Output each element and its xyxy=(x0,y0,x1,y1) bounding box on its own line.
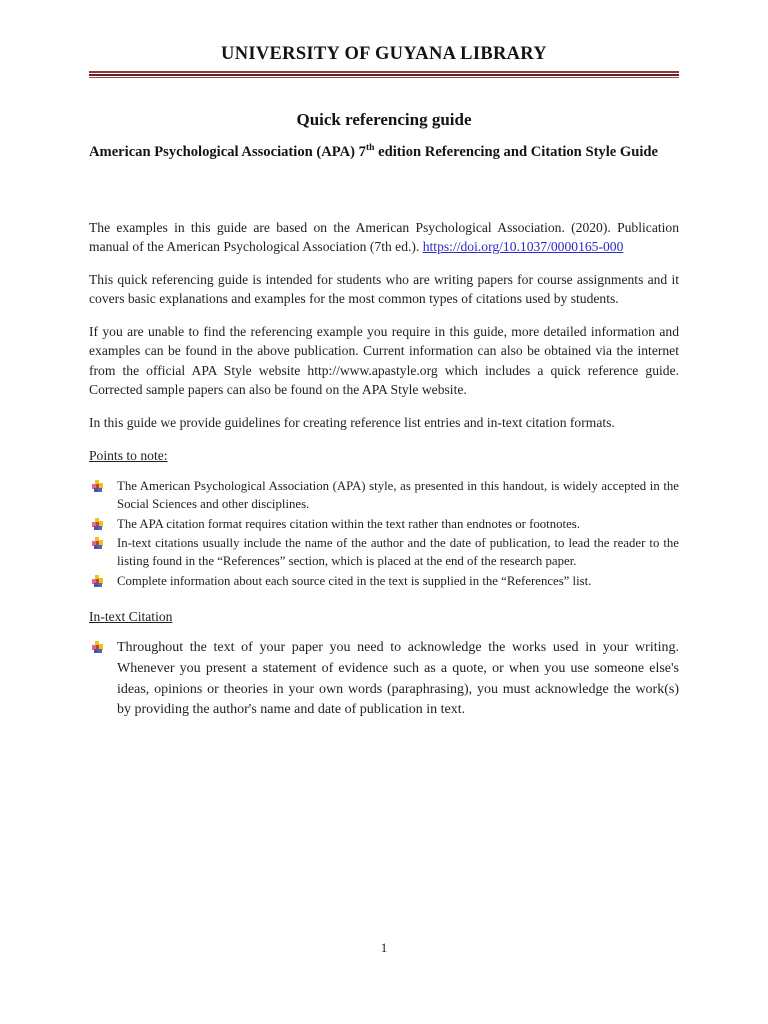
paragraph-guide-scope: In this guide we provide guidelines for creating reference list entries and in-text citation formats. xyxy=(89,415,615,431)
document-header xyxy=(89,44,679,78)
subtitle-text-after: edition Referencing and Citation Style Guide xyxy=(374,144,659,160)
paragraph-source-citation-text: The examples in this guide are based on the American Psychological Association. (2020). Publication manual of the American Psychological Association (7th ed.). xyxy=(89,220,679,255)
list-item-text: The American Psychological Association (APA) style, as presented in this handout, is widely accepted in the Social Sciences and other disciplines. xyxy=(117,478,679,512)
list-item xyxy=(89,515,679,533)
list-item xyxy=(89,534,679,571)
bullet-icon xyxy=(92,575,103,587)
header-rule-line-bottom xyxy=(89,77,679,78)
document-subtitle xyxy=(89,142,681,163)
page-number: 1 xyxy=(380,940,388,955)
subtitle-text-before: American Psychological Association (APA) 7 xyxy=(89,144,366,160)
in-text-citation-heading-row xyxy=(89,608,679,626)
points-to-note-heading: Points to note: xyxy=(89,447,168,463)
header-divider-rule xyxy=(89,71,679,78)
list-item xyxy=(89,572,679,590)
list-item-text: Throughout the text of your paper you need to acknowledge the works used in your writing. Whenever you present a statement of evidence such as a quote, or when you use someone else's ideas, opinions or theories in your own words (paraphrasing), you must acknowledge the work(s) by providing the author's name and date of publication in text. xyxy=(117,640,679,718)
list-item-text: The APA citation format requires citation within the text rather than endnotes or footnotes. xyxy=(117,516,580,531)
document-title: Quick referencing guide xyxy=(296,110,472,129)
paragraph-more-information: If you are unable to find the referencing example you require in this guide, more detailed information and examples can be found in the above publication. Current information can also be obtained via the internet from the official APA Style website http://www.apastyle.org which includes a quick reference guide. Corrected sample papers can also be found on the APA Style website. xyxy=(89,324,679,398)
list-item xyxy=(89,477,679,514)
paragraph-source-citation xyxy=(89,218,679,257)
bullet-icon xyxy=(92,537,103,549)
bullet-icon xyxy=(92,480,103,492)
header-rule-line-top xyxy=(89,71,679,72)
paragraph-guide-purpose: This quick referencing guide is intended for students who are writing papers for course assignments and it covers basic explanations and examples for the most common types of citations used by students. xyxy=(89,271,679,306)
list-item-text: In-text citations usually include the name of the author and the date of publication, to lead the reader to the listing found in the “References” section, which is placed at the end of the research paper. xyxy=(117,535,679,569)
doi-link[interactable]: https://doi.org/10.1037/0000165-000 xyxy=(422,239,624,255)
list-item xyxy=(89,638,679,721)
list-item-text: Complete information about each source cited in the text is supplied in the “References” list. xyxy=(117,573,592,588)
header-rule-line-middle xyxy=(89,74,679,76)
points-to-note-list xyxy=(89,477,679,591)
in-text-citation-list xyxy=(89,638,679,721)
subtitle-superscript: th xyxy=(365,142,375,154)
document-body xyxy=(89,218,679,722)
points-to-note-heading-row xyxy=(89,447,679,465)
in-text-citation-heading: In-text Citation xyxy=(89,609,173,625)
bullet-icon xyxy=(92,518,103,530)
bullet-icon xyxy=(92,641,103,653)
institution-title: UNIVERSITY OF GUYANA LIBRARY xyxy=(221,44,547,64)
